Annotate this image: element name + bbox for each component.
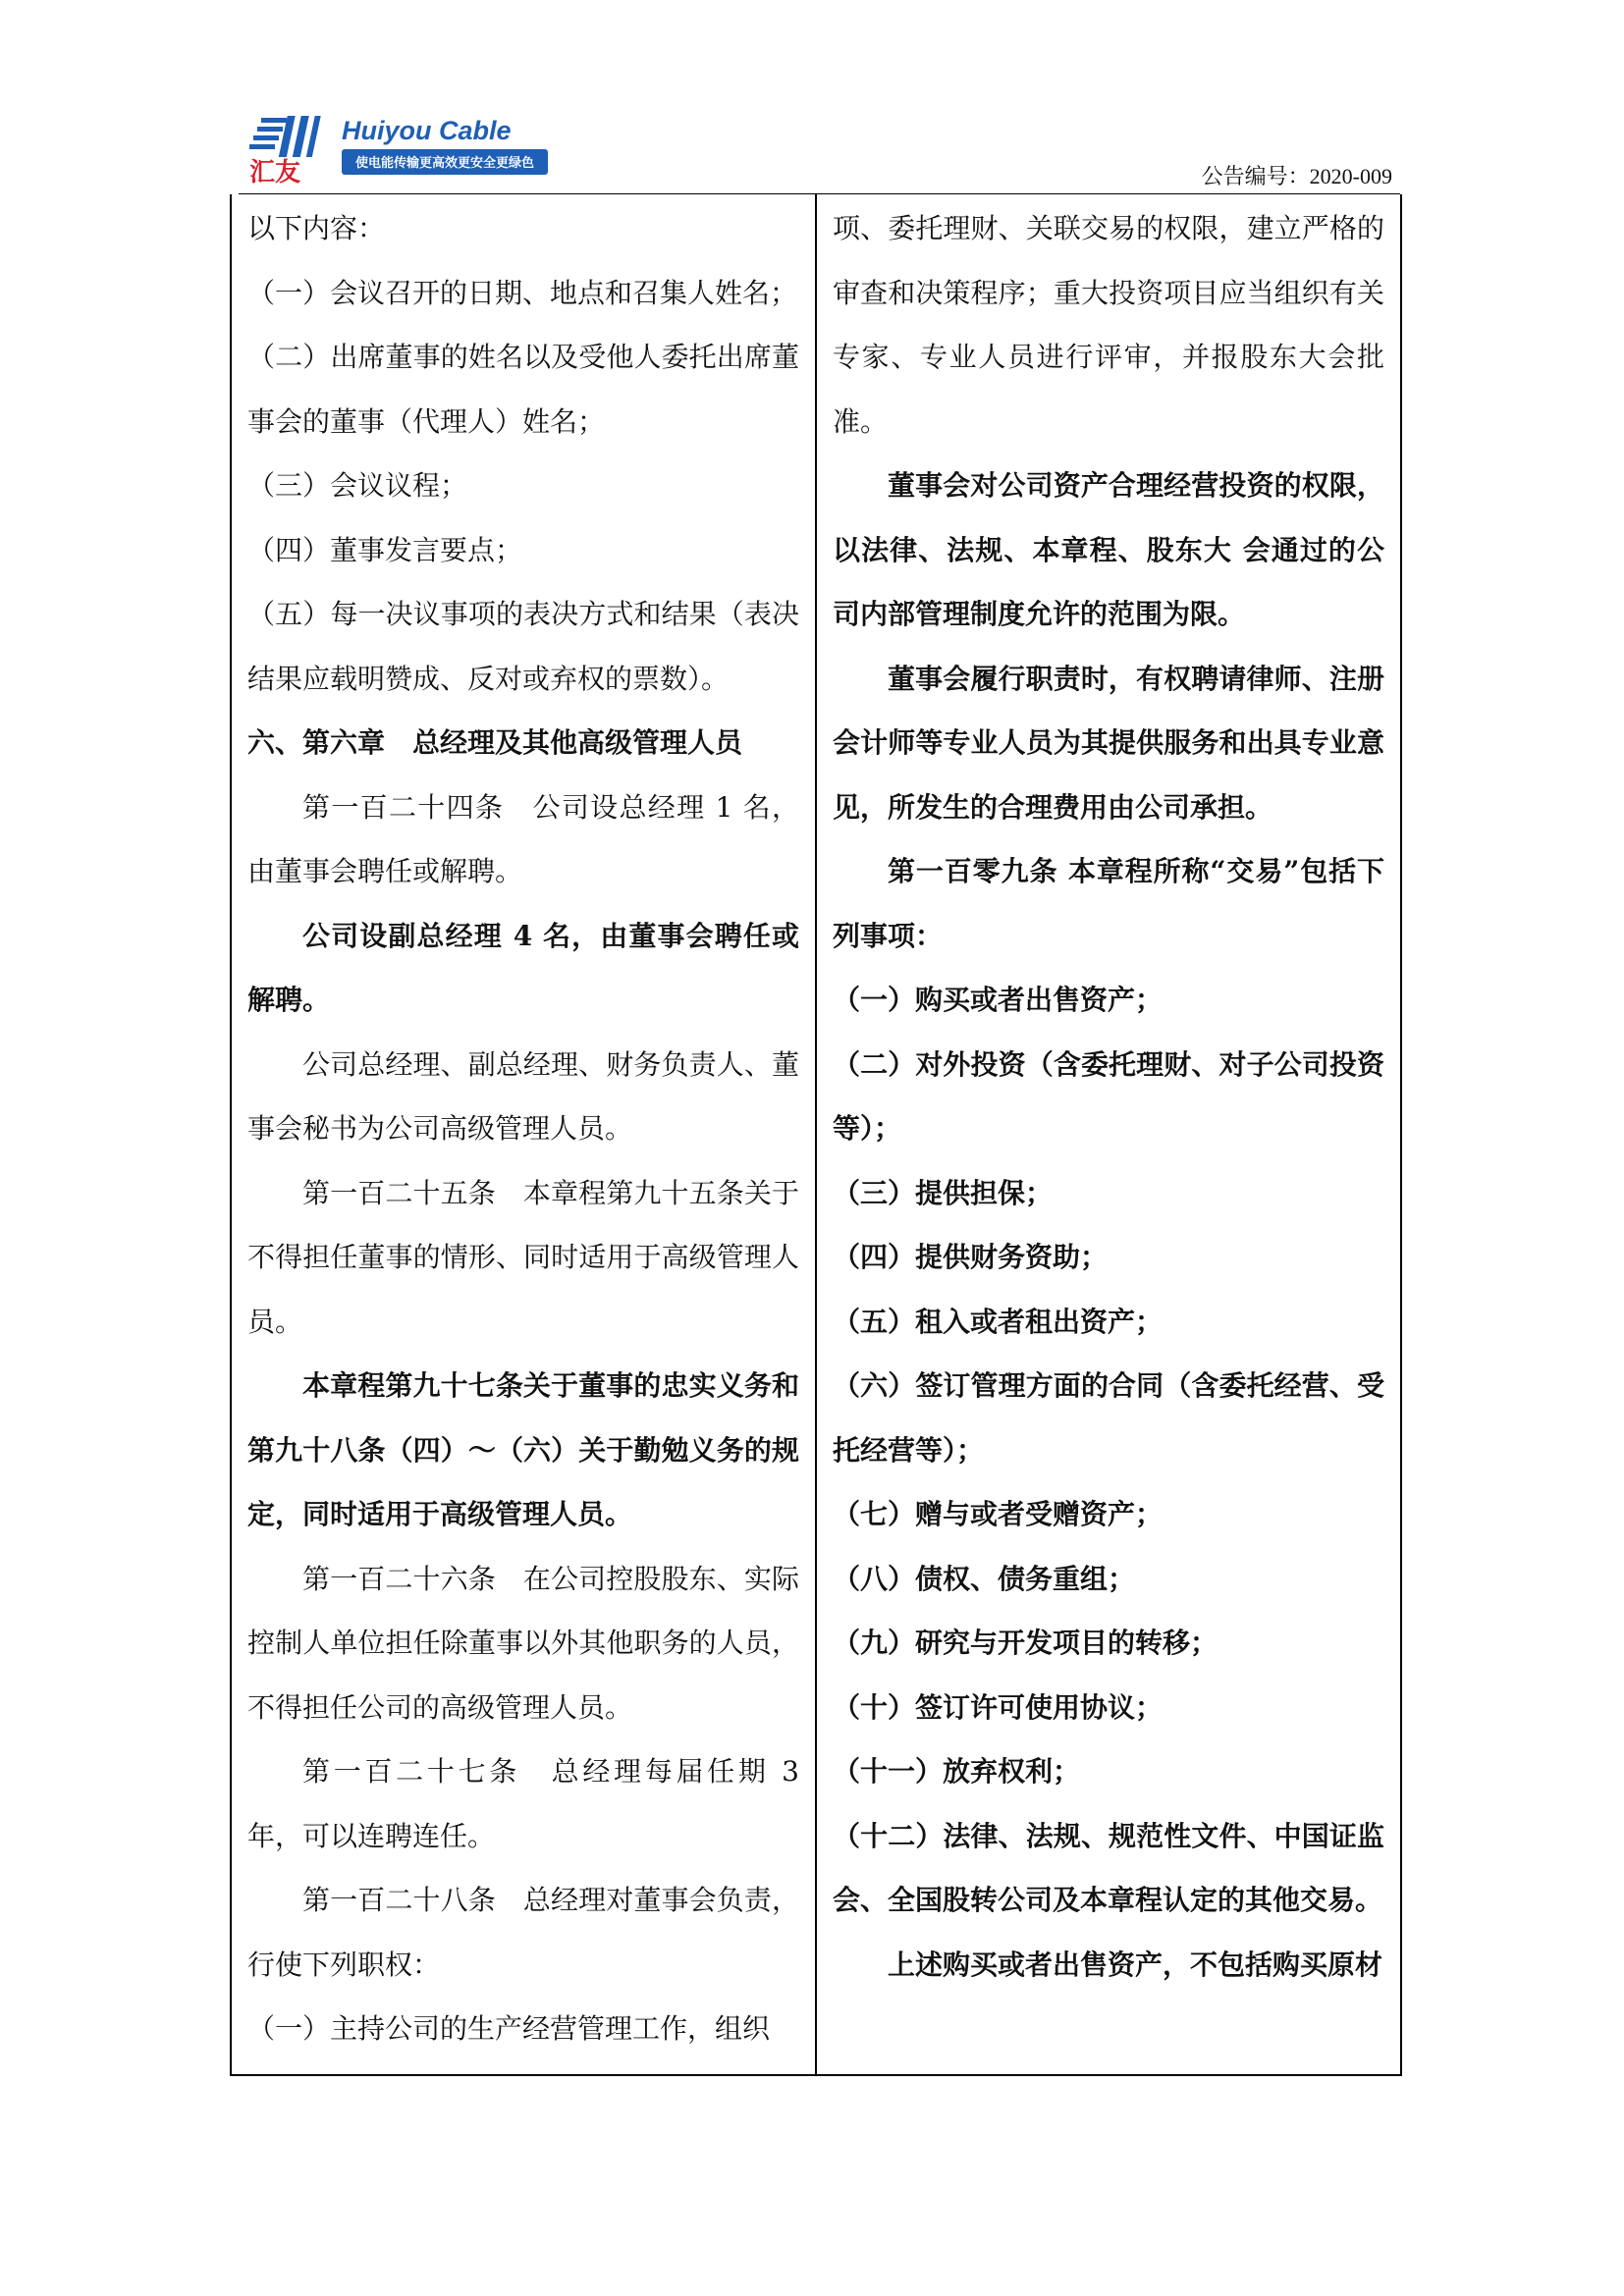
clause-paragraph: （四）董事发言要点； xyxy=(247,533,523,566)
clause-paragraph: （三）提供担保； xyxy=(833,1176,1054,1209)
clause-paragraph: （二）对外投资（含委托理财、对子公司投资等）； xyxy=(833,1047,1384,1145)
clause-paragraph: （十一）放弃权利； xyxy=(833,1755,1081,1788)
clause-paragraph: （一）主持公司的生产经营管理工作，组织 xyxy=(247,2012,771,2045)
clause-paragraph: （五）每一决议事项的表决方式和结果（表决结果应载明赞成、反对或弃权的票数）。 xyxy=(247,598,799,695)
clause-paragraph: 上述购买或者出售资产，不包括购买原材 xyxy=(888,1948,1383,1981)
logo-mark-icon xyxy=(249,116,321,187)
clause-paragraph: 公司设副总经理 4 名，由董事会聘任或解聘。 xyxy=(247,919,799,1016)
svg-text:使电能传输更高效更安全更绿色: 使电能传输更高效更安全更绿色 xyxy=(354,156,535,171)
clause-paragraph: 项、委托理财、关联交易的权限，建立严格的审查和决策程序；重大投资项目应当组织有关专家、专业人员进行评审，并报股东大会批准。 xyxy=(833,212,1384,438)
clause-paragraph: 第一百二十五条 本章程第九十五条关于不得担任董事的情形、同时适用于高级管理人员。 xyxy=(247,1176,799,1338)
clause-paragraph: 董事会对公司资产合理经营投资的权限，以法律、法规、本章程、股东大 会通过的公司内部管理制度允许的范围为限。 xyxy=(833,469,1384,630)
clause-paragraph: （七）赠与或者受赠资产； xyxy=(833,1498,1164,1530)
clause-paragraph: （三）会议议程； xyxy=(247,469,468,502)
clause-paragraph: （六）签订管理方面的合同（含委托经营、受托经营等）； xyxy=(833,1369,1384,1467)
clause-paragraph: （一）会议召开的日期、地点和召集人姓名； xyxy=(247,276,798,309)
right-column-amended-text xyxy=(833,196,1384,1997)
clause-paragraph: （二）出席董事的姓名以及受他人委托出席董事会的董事（代理人）姓名； xyxy=(247,341,799,438)
company-logo xyxy=(245,110,560,187)
svg-text:汇友: 汇友 xyxy=(249,158,301,187)
clause-paragraph: （八）债权、债务重组； xyxy=(833,1562,1136,1595)
clause-paragraph: 第一百二十七条 总经理每届任期 3 年，可以连聘连任。 xyxy=(247,1755,799,1852)
clause-paragraph: （一）购买或者出售资产； xyxy=(833,984,1164,1016)
column-divider xyxy=(815,194,817,2076)
clause-paragraph: （十二）法律、法规、规范性文件、中国证监会、全国股转公司及本章程认定的其他交易。 xyxy=(833,1819,1384,1916)
clause-paragraph: 以下内容： xyxy=(247,212,386,244)
clause-paragraph: （十）签订许可使用协议； xyxy=(833,1690,1164,1724)
clause-paragraph: 第一百二十六条 在公司控股股东、实际控制人单位担任除董事以外其他职务的人员，不得担任公司的高级管理人员。 xyxy=(247,1562,799,1724)
announcement-number: 公告编号：2020-009 xyxy=(1201,164,1392,188)
svg-text:Huiyou Cable: Huiyou Cable xyxy=(342,116,512,145)
clause-paragraph: （九）研究与开发项目的转移； xyxy=(833,1627,1218,1659)
clause-paragraph: 第一百二十四条 公司设总经理 1 名，由董事会聘任或解聘。 xyxy=(247,790,799,887)
clause-paragraph: 第一百零九条 本章程所称“交易”包括下列事项： xyxy=(833,855,1384,952)
clause-paragraph: 六、第六章 总经理及其他高级管理人员 xyxy=(247,726,743,759)
clause-paragraph: 董事会履行职责时，有权聘请律师、注册会计师等专业人员为其提供服务和出具专业意见，所发生的合理费用由公司承担。 xyxy=(833,662,1384,824)
clause-paragraph: 本章程第九十七条关于董事的忠实义务和第九十八条（四）～（六）关于勤勉义务的规定，同时适用于高级管理人员。 xyxy=(247,1369,799,1530)
clause-paragraph: （五）租入或者租出资产； xyxy=(833,1305,1164,1338)
clause-paragraph: 公司总经理、副总经理、财务负责人、董事会秘书为公司高级管理人员。 xyxy=(247,1047,799,1145)
clause-paragraph: 第一百二十八条 总经理对董事会负责，行使下列职权： xyxy=(247,1884,799,1981)
clause-paragraph: （四）提供财务资助； xyxy=(833,1241,1109,1273)
left-column-original-text xyxy=(247,196,799,2061)
